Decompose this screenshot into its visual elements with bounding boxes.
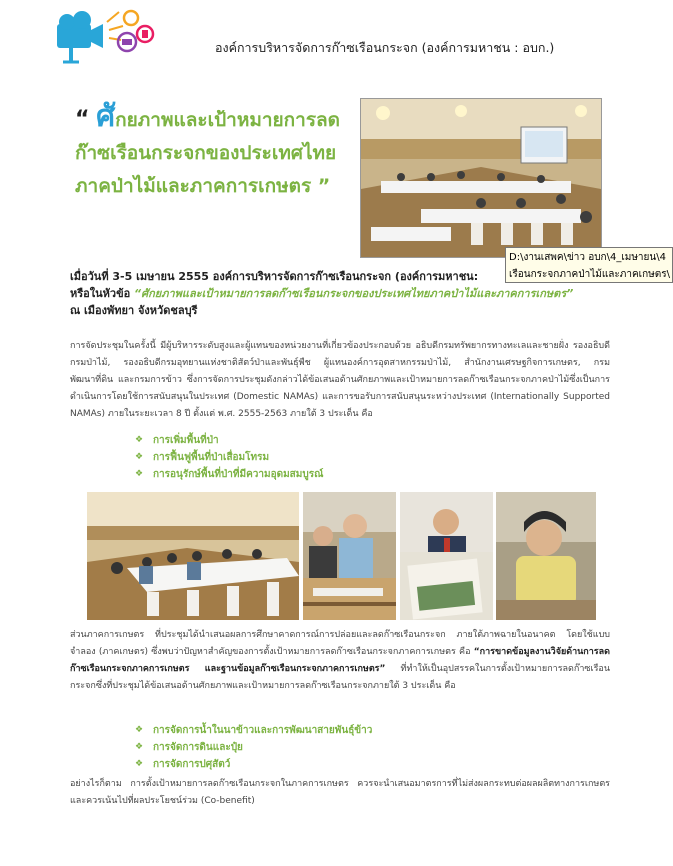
forest-points-list [135, 432, 323, 483]
article-title [75, 100, 360, 203]
list-item: ❖ การเพิ่มพื้นที่ป่า [135, 432, 323, 449]
list-item: ❖ การอนุรักษ์พื้นที่ป่าที่มีความอุดมสมบูรณ์ [135, 466, 323, 483]
bullet-diamond-icon: ❖ [135, 759, 144, 769]
key-problem-statement: “การขาดข้อมูลงานวิจัยด้านการลดก๊าซเรือนกระจกภาคการเกษตร และฐานข้อมูลก๊าซเรือนกระจกภาคการเกษตร” [70, 647, 610, 674]
speaker-photo [400, 492, 493, 620]
list-item: ❖ การฟื้นฟูพื้นที่ป่าเสื่อมโทรม [135, 449, 323, 466]
conclusion-paragraph: อย่างไรก็ตาม การตั้งเป้าหมายการลดก๊าซเรือนกระจกในภาคการเกษตร ควรจะนำเสนอมาตรการที่ไม่ส่งผลกระทบต่อผลผลิตทางการเกษตรและควรเน้นไปที่ผลประโยชน์ร่วม (Co-benefit) [70, 779, 610, 806]
list-item: ❖ การจัดการดินและปุ๋ย [135, 739, 372, 756]
bullet-diamond-icon: ❖ [135, 725, 144, 735]
organization-header: องค์การบริหารจัดการก๊าซเรือนกระจก (องค์การมหาชน : อบก.) [215, 40, 555, 55]
tooltip-line-2: เรือนกระจกภาคป่าไม้และภาคเกษตร\ [509, 269, 670, 280]
list-item: ❖ การจัดการปศุสัตว์ [135, 756, 372, 773]
tooltip-line-1: D:\งานเสพค\ข่าว อบก\4_เมษายน\4 [509, 252, 666, 263]
conference-photo-main [360, 98, 602, 258]
title-line-1: “ ศักยภาพและเป้าหมายการลด [75, 99, 341, 134]
meeting-room-photo [87, 492, 299, 620]
bullet-diamond-icon: ❖ [135, 742, 144, 752]
bullet-diamond-icon: ❖ [135, 469, 144, 479]
title-line-2: ก๊าซเรือนกระจกของประเทศไทย [75, 142, 337, 164]
list-item: ❖ การจัดการน้ำในนาข้าวและการพัฒนาสายพันธุ์ข้าว [135, 722, 372, 739]
organization-logo [55, 8, 165, 68]
title-first-char: ศั [96, 99, 116, 134]
participants-photo [303, 492, 396, 620]
intro-paragraph [70, 268, 610, 319]
agriculture-points-list [135, 722, 372, 773]
bullet-diamond-icon: ❖ [135, 452, 144, 462]
intro-line-3: ณ เมืองพัทยา จังหวัดชลบุรี [70, 304, 198, 317]
agriculture-sector-paragraph: ส่วนภาคการเกษตร ที่ประชุมได้นำเสนอผลการศึกษาคาดการณ์การปล่อยและลดก๊าซเรือนกระจก ภายใต้ภาพฉายในอนาคต โดยใช้แบบจำลอง (ภาคเกษตร) ซึ่งพบว่าปัญหาสำคัญของการตั้งเป้าหมายการลดก๊าซเรือนกระจกภาคการเกษตร คือ “การขาดข้อมูลงานวิจัยด้านการลดก๊าซเรือนกระจกภาคการเกษตร และฐานข้อมูลก๊าซเรือนกระจกภาคการเกษตร” ที่ทำให้เป็นอุปสรรคในการตั้งเป้าหมายการลดก๊าซเรือนกระจกซึ่งที่ประชุมได้ข้อเสนอด้านศักยภาพและเป้าหมายการลดก๊าซเรือนกระจกภายใต้ 3 ประเด็น คือ [70, 630, 610, 691]
bullet-diamond-icon: ❖ [135, 435, 144, 445]
participant-portrait-photo [496, 492, 596, 620]
intro-topic-highlight: “ศักยภาพและเป้าหมายการลดก๊าซเรือนกระจกของประเทศไทยภาคป่าไม้และภาคการเกษตร” [134, 287, 574, 300]
intro-line-1: เมื่อวันที่ 3-5 เมษายน 2555 องค์การบริหารจัดการก๊าซเรือนกระจก (องค์การมหาชน: [70, 270, 479, 283]
title-line-3: ภาคป่าไม้และภาคการเกษตร ” [75, 175, 331, 197]
forest-sector-paragraph: การจัดประชุมในครั้งนี้ มีผู้บริหารระดับสูงและผู้แทนของหน่วยงานที่เกี่ยวข้องประกอบด้วย อธิบดีกรมทรัพยากรทางทะเลและชายฝั่ง รองอธิบดีกรมป่าไม้, รองอธิบดีกรมอุทยานแห่งชาติสัตว์ป่าและพันธุ์พืช ผู้แทนองค์การอุตสาหกรรมป่าไม้, สำนักงานเศรษฐกิจการเกษตร, กรมพัฒนาที่ดิน และกรมการข้าว ซึ่งการจัดการประชุมดังกล่าวได้ข้อเสนอด้านศักยภาพและเป้าหมายการลดก๊าซเรือนกระจกภาคป่าไม้ซึ่งเป็นการดำเนินการโดยใช้การสนับสนุนในประเทศ (Domestic NAMAs) และการขอรับการสนับสนุนระหว่างประเทศ (Internationally Supported NAMAs) ภายในระยะเวลา 8 ปี ตั้งแต่ พ.ศ. 2555-2563 ภายใต้ 3 ประเด็น คือ [70, 341, 610, 419]
camera-media-logo-icon [55, 8, 165, 68]
intro-line-2: หรือในหัวข้อ “ศักยภาพและเป้าหมายการลดก๊าซเรือนกระจกของประเทศไทยภาคป่าไม้และภาคการเกษตร” [70, 287, 574, 300]
